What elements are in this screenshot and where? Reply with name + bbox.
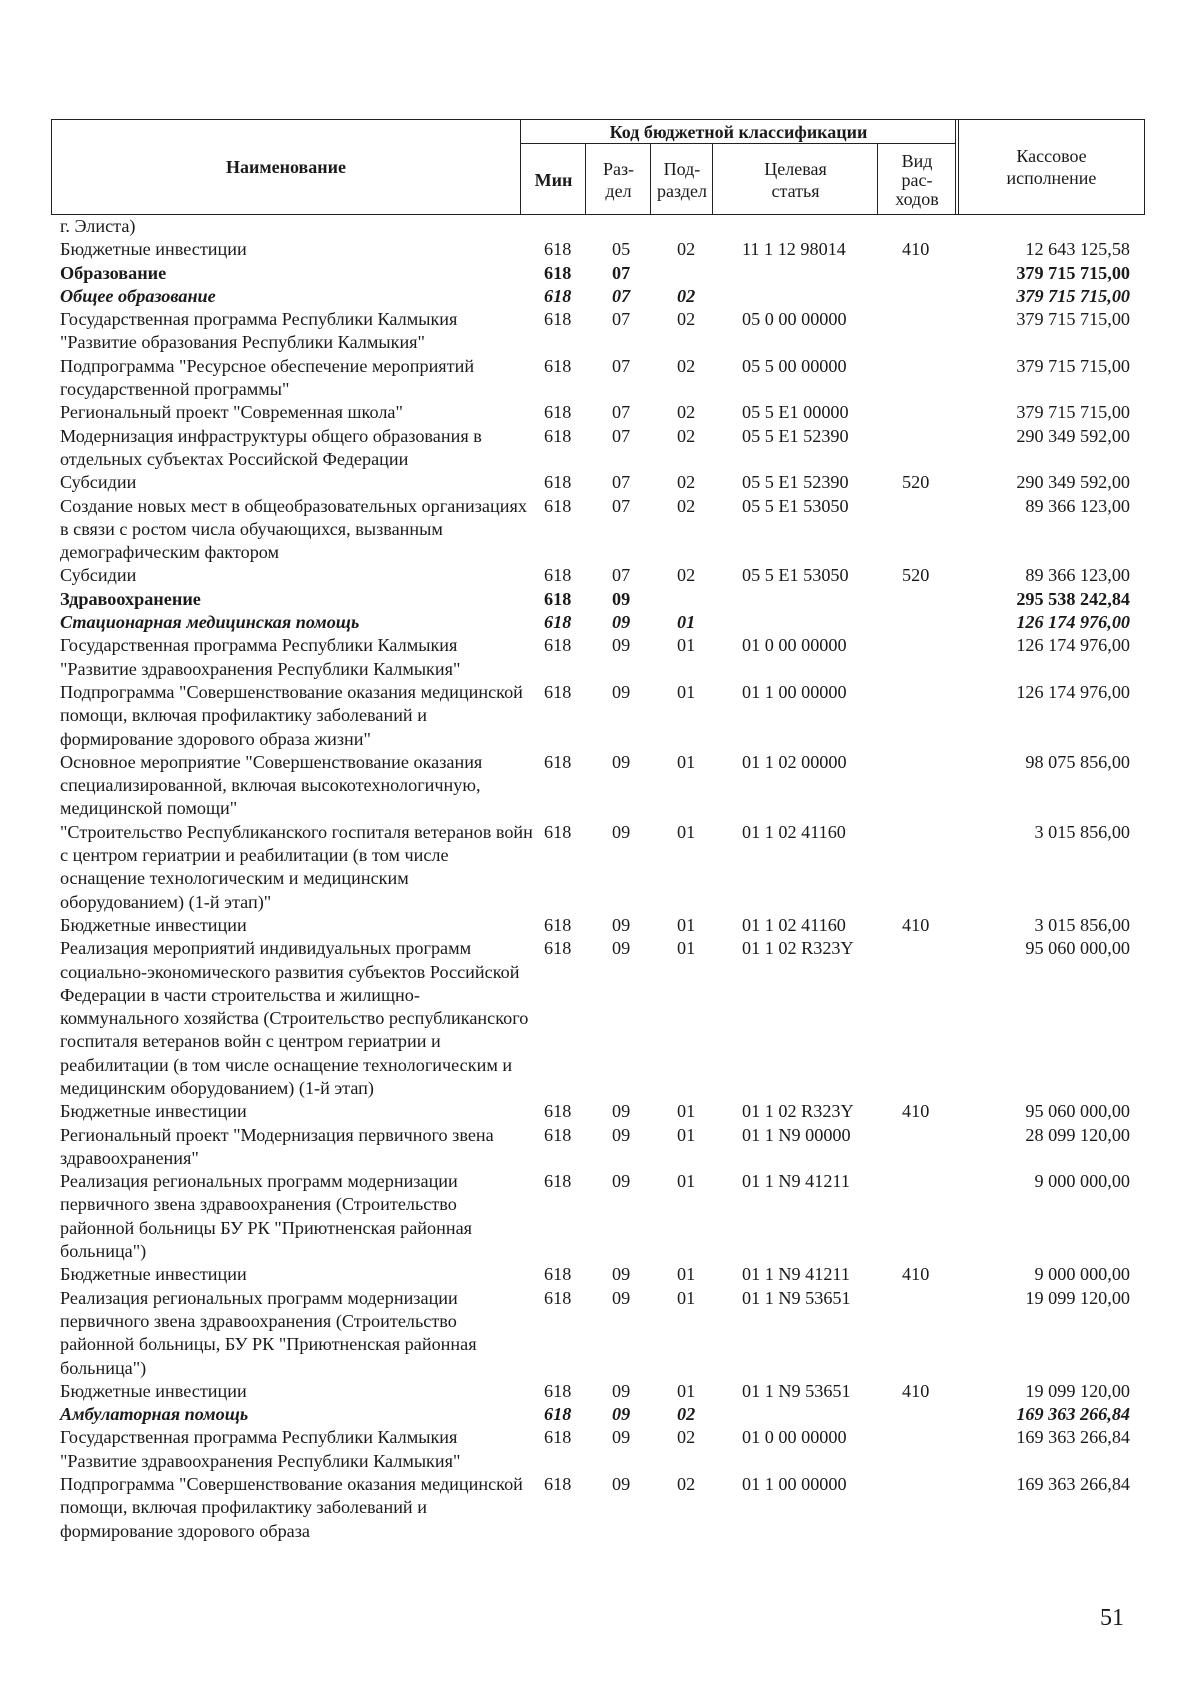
row-razdel: 09 — [612, 1380, 631, 1401]
row-podrazdel: 02 — [677, 472, 696, 493]
row-celevaya: 01 1 00 00000 — [742, 1474, 847, 1495]
row-sum: 169 363 266,84 — [1016, 1404, 1130, 1425]
row-sum: 95 060 000,00 — [1025, 1101, 1130, 1122]
row-podrazdel: 01 — [677, 751, 696, 772]
row-razdel: 07 — [612, 565, 631, 586]
row-podrazdel: 01 — [677, 938, 696, 959]
row-celevaya: 05 5 E1 53050 — [742, 495, 849, 516]
row-celevaya: 05 5 E1 52390 — [742, 425, 849, 446]
header-vid: Вид рас- ходов — [895, 150, 939, 209]
row-celevaya: 01 1 02 R323Y — [742, 938, 854, 959]
row-razdel: 09 — [612, 681, 631, 702]
row-razdel: 09 — [612, 1124, 631, 1145]
row-name: Амбулаторная помощь — [60, 1404, 249, 1425]
row-min: 618 — [544, 1380, 572, 1401]
table-row — [0, 355, 1200, 402]
row-sum: 379 715 715,00 — [1016, 402, 1130, 423]
row-celevaya: 01 1 N9 41211 — [742, 1171, 850, 1192]
row-name: Создание новых мест в общеобразовательных организациях в связи с ростом числа обучающихся, вызванным демографическим фактором — [60, 495, 527, 563]
row-name: Субсидии — [60, 565, 137, 586]
row-sum: 379 715 715,00 — [1016, 309, 1130, 330]
row-min: 618 — [544, 355, 572, 376]
row-min: 618 — [544, 612, 572, 633]
table-row — [0, 564, 1200, 587]
row-podrazdel: 01 — [677, 612, 696, 633]
row-min: 618 — [544, 1404, 572, 1425]
row-name: Реализация региональных программ модернизации первичного звена здравоохранения (Строительство районной больницы, БУ РК "Приютненская районная больница") — [60, 1287, 477, 1378]
row-vid: 410 — [902, 1380, 930, 1401]
table-row — [0, 1403, 1200, 1426]
row-razdel: 07 — [612, 402, 631, 423]
row-vid: 410 — [902, 914, 930, 935]
header-kassa: Кассовое исполнение — [959, 119, 1145, 215]
header-group-label: Код бюджетной классификации — [609, 122, 868, 142]
row-celevaya: 01 1 00 00000 — [742, 681, 847, 702]
table-row — [0, 401, 1200, 424]
row-min: 618 — [544, 1101, 572, 1122]
row-name: Подпрограмма "Совершенствование оказания медицинской помощи, включая профилактику заболеваний и формирование здорового образа жизни" — [60, 681, 523, 749]
table-row — [0, 914, 1200, 937]
row-podrazdel: 02 — [677, 285, 696, 306]
row-min: 618 — [544, 588, 572, 609]
row-razdel: 09 — [612, 588, 631, 609]
row-sum: 28 099 120,00 — [1025, 1124, 1130, 1145]
row-razdel: 09 — [612, 938, 631, 959]
row-celevaya: 05 5 E1 53050 — [742, 565, 849, 586]
header-divider — [585, 144, 586, 214]
row-vid: 410 — [902, 239, 930, 260]
row-razdel: 07 — [612, 262, 631, 283]
table-row — [0, 937, 1200, 1100]
row-razdel: 07 — [612, 309, 631, 330]
row-name: Подпрограмма "Ресурсное обеспечение мероприятий государственной программы" — [60, 355, 475, 400]
table-row — [0, 588, 1200, 611]
row-razdel: 09 — [612, 1427, 631, 1448]
row-min: 618 — [544, 635, 572, 656]
row-name: Образование — [60, 262, 167, 283]
row-sum: 169 363 266,84 — [1016, 1474, 1130, 1495]
row-sum: 9 000 000,00 — [1034, 1264, 1130, 1285]
row-podrazdel: 02 — [677, 239, 696, 260]
row-min: 618 — [544, 402, 572, 423]
row-sum: 95 060 000,00 — [1025, 938, 1130, 959]
row-name: Субсидии — [60, 472, 137, 493]
row-podrazdel: 02 — [677, 402, 696, 423]
row-min: 618 — [544, 1427, 572, 1448]
row-sum: 169 363 266,84 — [1016, 1427, 1130, 1448]
row-min: 618 — [544, 821, 572, 842]
row-name: Бюджетные инвестиции — [60, 239, 247, 260]
row-celevaya: 05 0 00 00000 — [742, 309, 847, 330]
row-sum: 98 075 856,00 — [1025, 751, 1130, 772]
row-sum: 290 349 592,00 — [1016, 472, 1130, 493]
row-razdel: 07 — [612, 355, 631, 376]
table-row — [0, 262, 1200, 285]
row-name: Здравоохранение — [60, 588, 201, 609]
row-min: 618 — [544, 938, 572, 959]
row-name: Бюджетные инвестиции — [60, 1264, 247, 1285]
row-name: Региональный проект "Модернизация первичного звена здравоохранения" — [60, 1124, 494, 1168]
row-sum: 379 715 715,00 — [1016, 355, 1130, 376]
row-min: 618 — [544, 1474, 572, 1495]
row-podrazdel: 02 — [677, 425, 696, 446]
row-celevaya: 01 1 02 R323Y — [742, 1101, 854, 1122]
row-sum: 19 099 120,00 — [1025, 1380, 1130, 1401]
row-podrazdel: 01 — [677, 914, 696, 935]
row-name: Общее образование — [60, 285, 216, 306]
row-vid: 520 — [902, 472, 930, 493]
row-celevaya: 05 5 E1 00000 — [742, 402, 849, 423]
table-row — [0, 215, 1200, 238]
table-row — [0, 681, 1200, 751]
row-min: 618 — [544, 1287, 572, 1308]
header-divider — [712, 144, 713, 214]
row-razdel: 05 — [612, 239, 631, 260]
row-name: Государственная программа Республики Калмыкия "Развитие здравоохранения Республики Калмыкия" — [60, 635, 461, 679]
table-row — [0, 1100, 1200, 1123]
header-divider — [650, 144, 651, 214]
row-podrazdel: 01 — [677, 1171, 696, 1192]
table-row — [0, 751, 1200, 821]
row-celevaya: 05 5 00 00000 — [742, 355, 847, 376]
row-razdel: 07 — [612, 285, 631, 306]
row-name: Бюджетные инвестиции — [60, 1101, 247, 1122]
row-celevaya: 01 1 N9 53651 — [742, 1287, 851, 1308]
row-razdel: 09 — [612, 1474, 631, 1495]
row-razdel: 09 — [612, 1404, 631, 1425]
table-row — [0, 1263, 1200, 1286]
row-podrazdel: 01 — [677, 1101, 696, 1122]
row-sum: 126 174 976,00 — [1016, 681, 1130, 702]
row-min: 618 — [544, 914, 572, 935]
row-celevaya: 01 1 N9 00000 — [742, 1124, 851, 1145]
table-row — [0, 1426, 1200, 1473]
row-sum: 3 015 856,00 — [1034, 914, 1130, 935]
header-min: Мин — [534, 170, 573, 190]
row-min: 618 — [544, 262, 572, 283]
row-sum: 12 643 125,58 — [1025, 239, 1130, 260]
table-header — [51, 119, 959, 215]
row-sum: 126 174 976,00 — [1016, 635, 1130, 656]
page-number: 51 — [1100, 1605, 1124, 1631]
row-razdel: 09 — [612, 635, 631, 656]
table-body — [0, 215, 1200, 1543]
row-vid: 520 — [902, 565, 930, 586]
row-sum: 89 366 123,00 — [1025, 495, 1130, 516]
row-min: 618 — [544, 309, 572, 330]
table-row — [0, 1124, 1200, 1171]
row-razdel: 09 — [612, 612, 631, 633]
row-min: 618 — [544, 472, 572, 493]
header-divider — [955, 120, 956, 214]
row-name: Основное мероприятие "Совершенствование оказания специализированной, включая высокотехнологичную, медицинской помощи" — [60, 751, 483, 819]
row-sum: 379 715 715,00 — [1016, 285, 1130, 306]
table-row — [0, 1170, 1200, 1263]
table-row — [0, 495, 1200, 565]
row-min: 618 — [544, 1264, 572, 1285]
table-row — [0, 425, 1200, 472]
table-row — [0, 611, 1200, 634]
row-razdel: 07 — [612, 495, 631, 516]
row-razdel: 09 — [612, 914, 631, 935]
row-celevaya: 11 1 12 98014 — [742, 239, 846, 260]
row-podrazdel: 02 — [677, 309, 696, 330]
row-podrazdel: 02 — [677, 495, 696, 516]
row-podrazdel: 01 — [677, 635, 696, 656]
row-vid: 410 — [902, 1101, 930, 1122]
row-celevaya: 01 1 N9 53651 — [742, 1380, 851, 1401]
row-razdel: 07 — [612, 472, 631, 493]
row-podrazdel: 01 — [677, 1124, 696, 1145]
table-row — [0, 1287, 1200, 1380]
row-razdel: 09 — [612, 751, 631, 772]
row-razdel: 07 — [612, 425, 631, 446]
row-name: "Строительство Республиканского госпиталя ветеранов войн с центром гериатрии и реабилитации (в том числе оснащение технологическим и медицинским оборудованием) (1-й этап)" — [60, 821, 533, 912]
row-vid: 410 — [902, 1264, 930, 1285]
header-celevaya: Целевая статья — [764, 159, 827, 201]
table-row — [0, 238, 1200, 261]
row-min: 618 — [544, 1124, 572, 1145]
table-row — [0, 285, 1200, 308]
row-razdel: 09 — [612, 1264, 631, 1285]
row-razdel: 09 — [612, 1287, 631, 1308]
row-sum: 9 000 000,00 — [1034, 1171, 1130, 1192]
row-sum: 379 715 715,00 — [1016, 262, 1130, 283]
row-celevaya: 01 1 02 41160 — [742, 914, 846, 935]
row-razdel: 09 — [612, 1171, 631, 1192]
header-divider — [877, 144, 878, 214]
row-celevaya: 05 5 E1 52390 — [742, 472, 849, 493]
row-podrazdel: 02 — [677, 1404, 696, 1425]
row-podrazdel: 02 — [677, 565, 696, 586]
table-row — [0, 634, 1200, 681]
row-celevaya: 01 1 N9 41211 — [742, 1264, 850, 1285]
row-min: 618 — [544, 285, 572, 306]
row-min: 618 — [544, 425, 572, 446]
row-sum: 126 174 976,00 — [1016, 612, 1130, 633]
row-min: 618 — [544, 681, 572, 702]
row-min: 618 — [544, 495, 572, 516]
row-name: Модернизация инфраструктуры общего образования в отдельных субъектах Российской Федерации — [60, 425, 482, 469]
header-divider — [520, 120, 521, 214]
row-sum: 295 538 242,84 — [1016, 588, 1130, 609]
row-razdel: 09 — [612, 1101, 631, 1122]
row-name: г. Элиста) — [60, 216, 136, 236]
header-name: Наименование — [226, 157, 346, 177]
table-row — [0, 1473, 1200, 1543]
row-celevaya: 01 0 00 00000 — [742, 1427, 847, 1448]
row-name: Бюджетные инвестиции — [60, 1380, 247, 1401]
row-min: 618 — [544, 565, 572, 586]
row-name: Стационарная медицинская помощь — [60, 612, 360, 633]
row-name: Подпрограмма "Совершенствование оказания медицинской помощи, включая профилактику заболеваний и формирование здорового образа — [60, 1474, 523, 1541]
row-sum: 3 015 856,00 — [1034, 821, 1130, 842]
row-podrazdel: 02 — [677, 1427, 696, 1448]
table-row — [0, 1380, 1200, 1403]
row-sum: 290 349 592,00 — [1016, 425, 1130, 446]
row-sum: 19 099 120,00 — [1025, 1287, 1130, 1308]
row-name: Бюджетные инвестиции — [60, 914, 247, 935]
header-razdel: Раз- дел — [602, 159, 635, 201]
row-name: Реализация мероприятий индивидуальных программ социально-экономического развития субъектов Российской Федерации в части строительства и жилищно-коммунального хозяйства (Строительство республиканского госпиталя ветеранов войн с центром гериатрии и реабилитации (в том числе оснащение технологическим и медицинским оборудованием) (1-й этап) — [60, 938, 529, 1098]
row-razdel: 09 — [612, 821, 631, 842]
row-podrazdel: 02 — [677, 355, 696, 376]
row-name: Государственная программа Республики Калмыкия "Развитие здравоохранения Республики Калмыкия" — [60, 1427, 461, 1471]
row-name: Государственная программа Республики Калмыкия "Развитие образования Республики Калмыкия" — [60, 309, 458, 353]
row-name: Реализация региональных программ модернизации первичного звена здравоохранения (Строительство районной больницы БУ РК "Приютненская районная больница") — [60, 1171, 473, 1262]
row-podrazdel: 01 — [677, 681, 696, 702]
row-podrazdel: 01 — [677, 1264, 696, 1285]
row-podrazdel: 02 — [677, 1474, 696, 1495]
row-min: 618 — [544, 751, 572, 772]
row-podrazdel: 01 — [677, 821, 696, 842]
row-podrazdel: 01 — [677, 1287, 696, 1308]
row-min: 618 — [544, 239, 572, 260]
row-celevaya: 01 1 02 00000 — [742, 751, 847, 772]
row-name: Региональный проект "Современная школа" — [60, 402, 403, 423]
row-min: 618 — [544, 1171, 572, 1192]
table-row — [0, 471, 1200, 494]
row-podrazdel: 01 — [677, 1380, 696, 1401]
row-sum: 89 366 123,00 — [1025, 565, 1130, 586]
header-podrazdel: Под- раздел — [657, 159, 707, 201]
row-celevaya: 01 0 00 00000 — [742, 635, 847, 656]
table-row — [0, 308, 1200, 355]
table-row — [0, 821, 1200, 914]
row-celevaya: 01 1 02 41160 — [742, 821, 846, 842]
